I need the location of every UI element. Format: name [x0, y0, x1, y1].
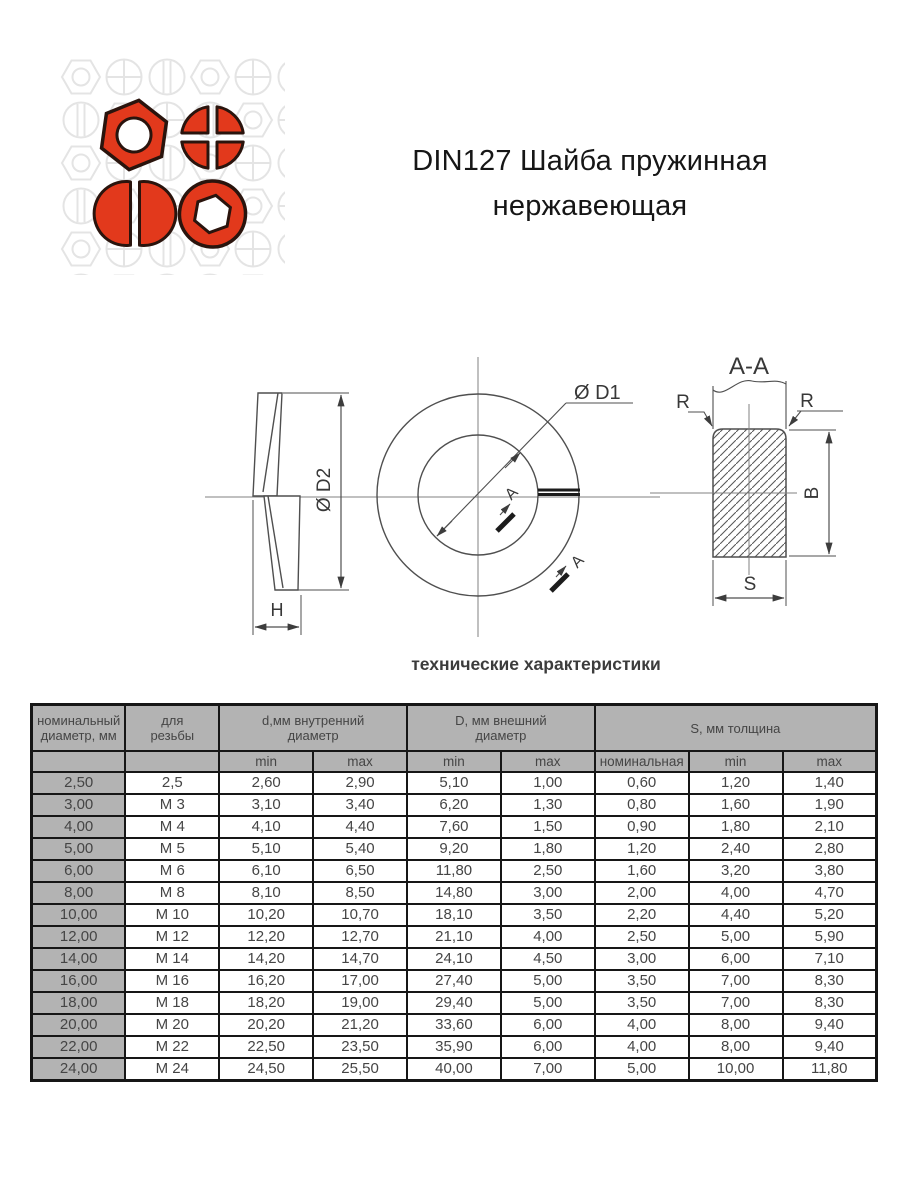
spec-cell: 25,50	[313, 1058, 407, 1081]
spec-cell: 2,50	[32, 772, 126, 794]
col-header-nominal	[32, 705, 126, 752]
spec-cell: M 6	[125, 860, 219, 882]
col-header-line: диаметр	[287, 728, 339, 743]
spec-cell: 4,10	[219, 816, 313, 838]
spec-cell: 5,10	[407, 772, 501, 794]
spec-cell: 24,00	[32, 1058, 126, 1081]
spec-cell: 12,00	[32, 926, 126, 948]
spec-cell: 5,20	[783, 904, 877, 926]
spec-cell: 3,50	[595, 992, 689, 1014]
spec-cell: 40,00	[407, 1058, 501, 1081]
spec-cell: 6,20	[407, 794, 501, 816]
spec-cell: 16,00	[32, 970, 126, 992]
spec-cell: M 5	[125, 838, 219, 860]
spec-cell: 10,20	[219, 904, 313, 926]
col-header-line: d,мм внутренний	[262, 713, 365, 728]
spec-cell: 5,10	[219, 838, 313, 860]
spec-cell: 2,90	[313, 772, 407, 794]
spec-cell: 6,00	[501, 1036, 595, 1058]
spec-cell: 3,20	[689, 860, 783, 882]
spec-cell: 2,00	[595, 882, 689, 904]
subheader-max: max	[783, 751, 877, 772]
dim-label-s: S	[743, 574, 757, 595]
spec-row	[32, 882, 877, 904]
spec-cell: 1,30	[501, 794, 595, 816]
spec-cell: 2,10	[783, 816, 877, 838]
spec-cell: M 10	[125, 904, 219, 926]
page-title-line1: DIN127 Шайба пружинная	[412, 145, 768, 177]
spec-cell: 6,10	[219, 860, 313, 882]
logo-watermark-pattern	[60, 55, 285, 275]
spec-cell: 18,10	[407, 904, 501, 926]
spec-cell: 2,40	[689, 838, 783, 860]
spec-cell: 0,80	[595, 794, 689, 816]
spec-cell: 20,00	[32, 1014, 126, 1036]
spec-cell: M 22	[125, 1036, 219, 1058]
col-header-thickness: S, мм толщина	[595, 705, 877, 752]
spec-table-body	[32, 772, 877, 1081]
spec-cell: 7,00	[689, 970, 783, 992]
spec-cell: 16,20	[219, 970, 313, 992]
spec-cell: 4,40	[689, 904, 783, 926]
col-header-line: D, мм внешний	[455, 713, 547, 728]
spec-cell: 1,90	[783, 794, 877, 816]
subheader-min: min	[219, 751, 313, 772]
spec-cell: 1,20	[689, 772, 783, 794]
spec-cell: 3,00	[595, 948, 689, 970]
col-header-line: для	[161, 713, 184, 728]
spec-cell: 2,5	[125, 772, 219, 794]
spec-row	[32, 992, 877, 1014]
spec-cell: 8,00	[32, 882, 126, 904]
washer-side-view	[205, 393, 368, 635]
subheader-max: max	[313, 751, 407, 772]
spec-row	[32, 1036, 877, 1058]
spec-cell: 19,00	[313, 992, 407, 1014]
spec-cell: 5,00	[689, 926, 783, 948]
spec-cell: 33,60	[407, 1014, 501, 1036]
spec-row	[32, 838, 877, 860]
spec-cell: 7,60	[407, 816, 501, 838]
spec-cell: 9,20	[407, 838, 501, 860]
dim-label-h: H	[270, 600, 284, 620]
spec-cell: 18,00	[32, 992, 126, 1014]
spec-cell: 3,80	[783, 860, 877, 882]
spec-cell: 6,50	[313, 860, 407, 882]
section-mark-a2: A	[568, 552, 588, 572]
spec-cell: 23,50	[313, 1036, 407, 1058]
spec-cell: 4,50	[501, 948, 595, 970]
spec-row	[32, 926, 877, 948]
spec-cell: M 16	[125, 970, 219, 992]
spec-cell: 27,40	[407, 970, 501, 992]
spec-cell: 4,00	[595, 1036, 689, 1058]
spec-cell: 10,00	[32, 904, 126, 926]
spec-row	[32, 1058, 877, 1081]
spec-cell: 3,50	[501, 904, 595, 926]
spec-row	[32, 970, 877, 992]
spec-cell: 21,10	[407, 926, 501, 948]
spec-cell: 4,40	[313, 816, 407, 838]
spec-cell: 5,00	[595, 1058, 689, 1081]
spec-cell: M 3	[125, 794, 219, 816]
section-heading: технические характеристики	[411, 654, 661, 674]
spec-cell: 8,30	[783, 992, 877, 1014]
section-title: A-A	[728, 353, 770, 380]
spec-cell: 4,00	[32, 816, 126, 838]
spec-cell: M 18	[125, 992, 219, 1014]
col-header-line: номинальный	[37, 713, 121, 728]
spec-table-head	[32, 705, 877, 773]
dim-label-d2: Ø D2	[314, 467, 335, 513]
spec-row	[32, 816, 877, 838]
subheader-min: min	[689, 751, 783, 772]
spec-subheader-row	[32, 751, 877, 772]
dim-label-r-right: R	[800, 391, 814, 412]
spec-cell: 2,80	[783, 838, 877, 860]
spec-cell: 8,00	[689, 1014, 783, 1036]
spec-cell: 8,50	[313, 882, 407, 904]
spec-cell: M 14	[125, 948, 219, 970]
col-header-line: диаметр	[475, 728, 527, 743]
spec-cell: 1,40	[783, 772, 877, 794]
spec-cell: 24,50	[219, 1058, 313, 1081]
spec-cell: 22,00	[32, 1036, 126, 1058]
spec-cell: 9,40	[783, 1014, 877, 1036]
spec-cell: 4,00	[501, 926, 595, 948]
spec-cell: 7,00	[689, 992, 783, 1014]
col-header-line: резьбы	[150, 728, 195, 743]
spec-cell: 4,70	[783, 882, 877, 904]
col-header-inner-d	[219, 705, 407, 752]
spec-cell: 3,00	[501, 882, 595, 904]
technical-drawing	[0, 340, 900, 650]
spec-cell: 1,80	[501, 838, 595, 860]
spec-cell: 3,10	[219, 794, 313, 816]
page-title-line2: нержавеющая	[492, 190, 688, 222]
spec-cell: 2,50	[501, 860, 595, 882]
spec-cell: 11,80	[783, 1058, 877, 1081]
spec-cell: 6,00	[501, 1014, 595, 1036]
spec-cell: 12,20	[219, 926, 313, 948]
spec-cell: 5,00	[32, 838, 126, 860]
spec-cell: 2,20	[595, 904, 689, 926]
col-header-line: диаметр, мм	[40, 728, 117, 743]
spec-cell: 35,90	[407, 1036, 501, 1058]
spec-cell: 5,90	[783, 926, 877, 948]
subheader-max: max	[501, 751, 595, 772]
spec-cell: 12,70	[313, 926, 407, 948]
spec-cell: 9,40	[783, 1036, 877, 1058]
dim-label-d1: Ø D1	[574, 382, 621, 404]
dim-label-r-left: R	[676, 392, 690, 413]
spec-cell: M 4	[125, 816, 219, 838]
spec-cell: 2,50	[595, 926, 689, 948]
spec-cell: 3,50	[595, 970, 689, 992]
page-title	[330, 139, 850, 229]
spec-cell: 14,00	[32, 948, 126, 970]
subheader-min: min	[407, 751, 501, 772]
spec-cell: 14,70	[313, 948, 407, 970]
spec-cell: 5,00	[501, 970, 595, 992]
spec-cell: 8,10	[219, 882, 313, 904]
spec-cell: 29,40	[407, 992, 501, 1014]
spec-cell: 0,90	[595, 816, 689, 838]
col-header-thread	[125, 705, 219, 752]
spec-cell: 2,60	[219, 772, 313, 794]
spec-cell: 5,40	[313, 838, 407, 860]
subheader-empty	[32, 751, 126, 772]
spec-cell: 1,60	[689, 794, 783, 816]
col-header-outer-d	[407, 705, 595, 752]
spec-cell: 17,00	[313, 970, 407, 992]
spec-cell: 14,80	[407, 882, 501, 904]
spec-table-container	[30, 703, 878, 1082]
spec-cell: 1,50	[501, 816, 595, 838]
subheader-empty	[125, 751, 219, 772]
spec-cell: 1,60	[595, 860, 689, 882]
spec-cell: 4,00	[595, 1014, 689, 1036]
spec-cell: M 12	[125, 926, 219, 948]
spec-cell: 6,00	[689, 948, 783, 970]
spec-cell: 7,00	[501, 1058, 595, 1081]
section-mark-a1: A	[502, 484, 522, 504]
spec-row	[32, 794, 877, 816]
spec-cell: 1,00	[501, 772, 595, 794]
spec-cell: 3,40	[313, 794, 407, 816]
spec-cell: 21,20	[313, 1014, 407, 1036]
subheader-nominal: номинальная	[595, 751, 689, 772]
spec-row	[32, 1014, 877, 1036]
spec-cell: 5,00	[501, 992, 595, 1014]
spec-cell: 1,20	[595, 838, 689, 860]
spec-cell: 20,20	[219, 1014, 313, 1036]
spec-cell: 10,70	[313, 904, 407, 926]
spec-cell: 14,20	[219, 948, 313, 970]
spec-cell: M 24	[125, 1058, 219, 1081]
spec-cell: 6,00	[32, 860, 126, 882]
spec-cell: 8,30	[783, 970, 877, 992]
spec-row	[32, 948, 877, 970]
spec-table	[30, 703, 878, 1082]
spec-cell: M 8	[125, 882, 219, 904]
spec-cell: 3,00	[32, 794, 126, 816]
spec-cell: 7,10	[783, 948, 877, 970]
spec-cell: 0,60	[595, 772, 689, 794]
spec-cell: 10,00	[689, 1058, 783, 1081]
brand-logo	[60, 55, 285, 275]
spec-cell: 8,00	[689, 1036, 783, 1058]
spec-cell: 22,50	[219, 1036, 313, 1058]
spec-row	[32, 904, 877, 926]
spec-header-row	[32, 705, 877, 752]
spec-cell: 4,00	[689, 882, 783, 904]
spec-row	[32, 772, 877, 794]
spec-cell: 1,80	[689, 816, 783, 838]
spec-row	[32, 860, 877, 882]
dim-label-b: B	[802, 486, 823, 500]
spec-cell: M 20	[125, 1014, 219, 1036]
spec-cell: 24,10	[407, 948, 501, 970]
spec-cell: 11,80	[407, 860, 501, 882]
spec-cell: 18,20	[219, 992, 313, 1014]
